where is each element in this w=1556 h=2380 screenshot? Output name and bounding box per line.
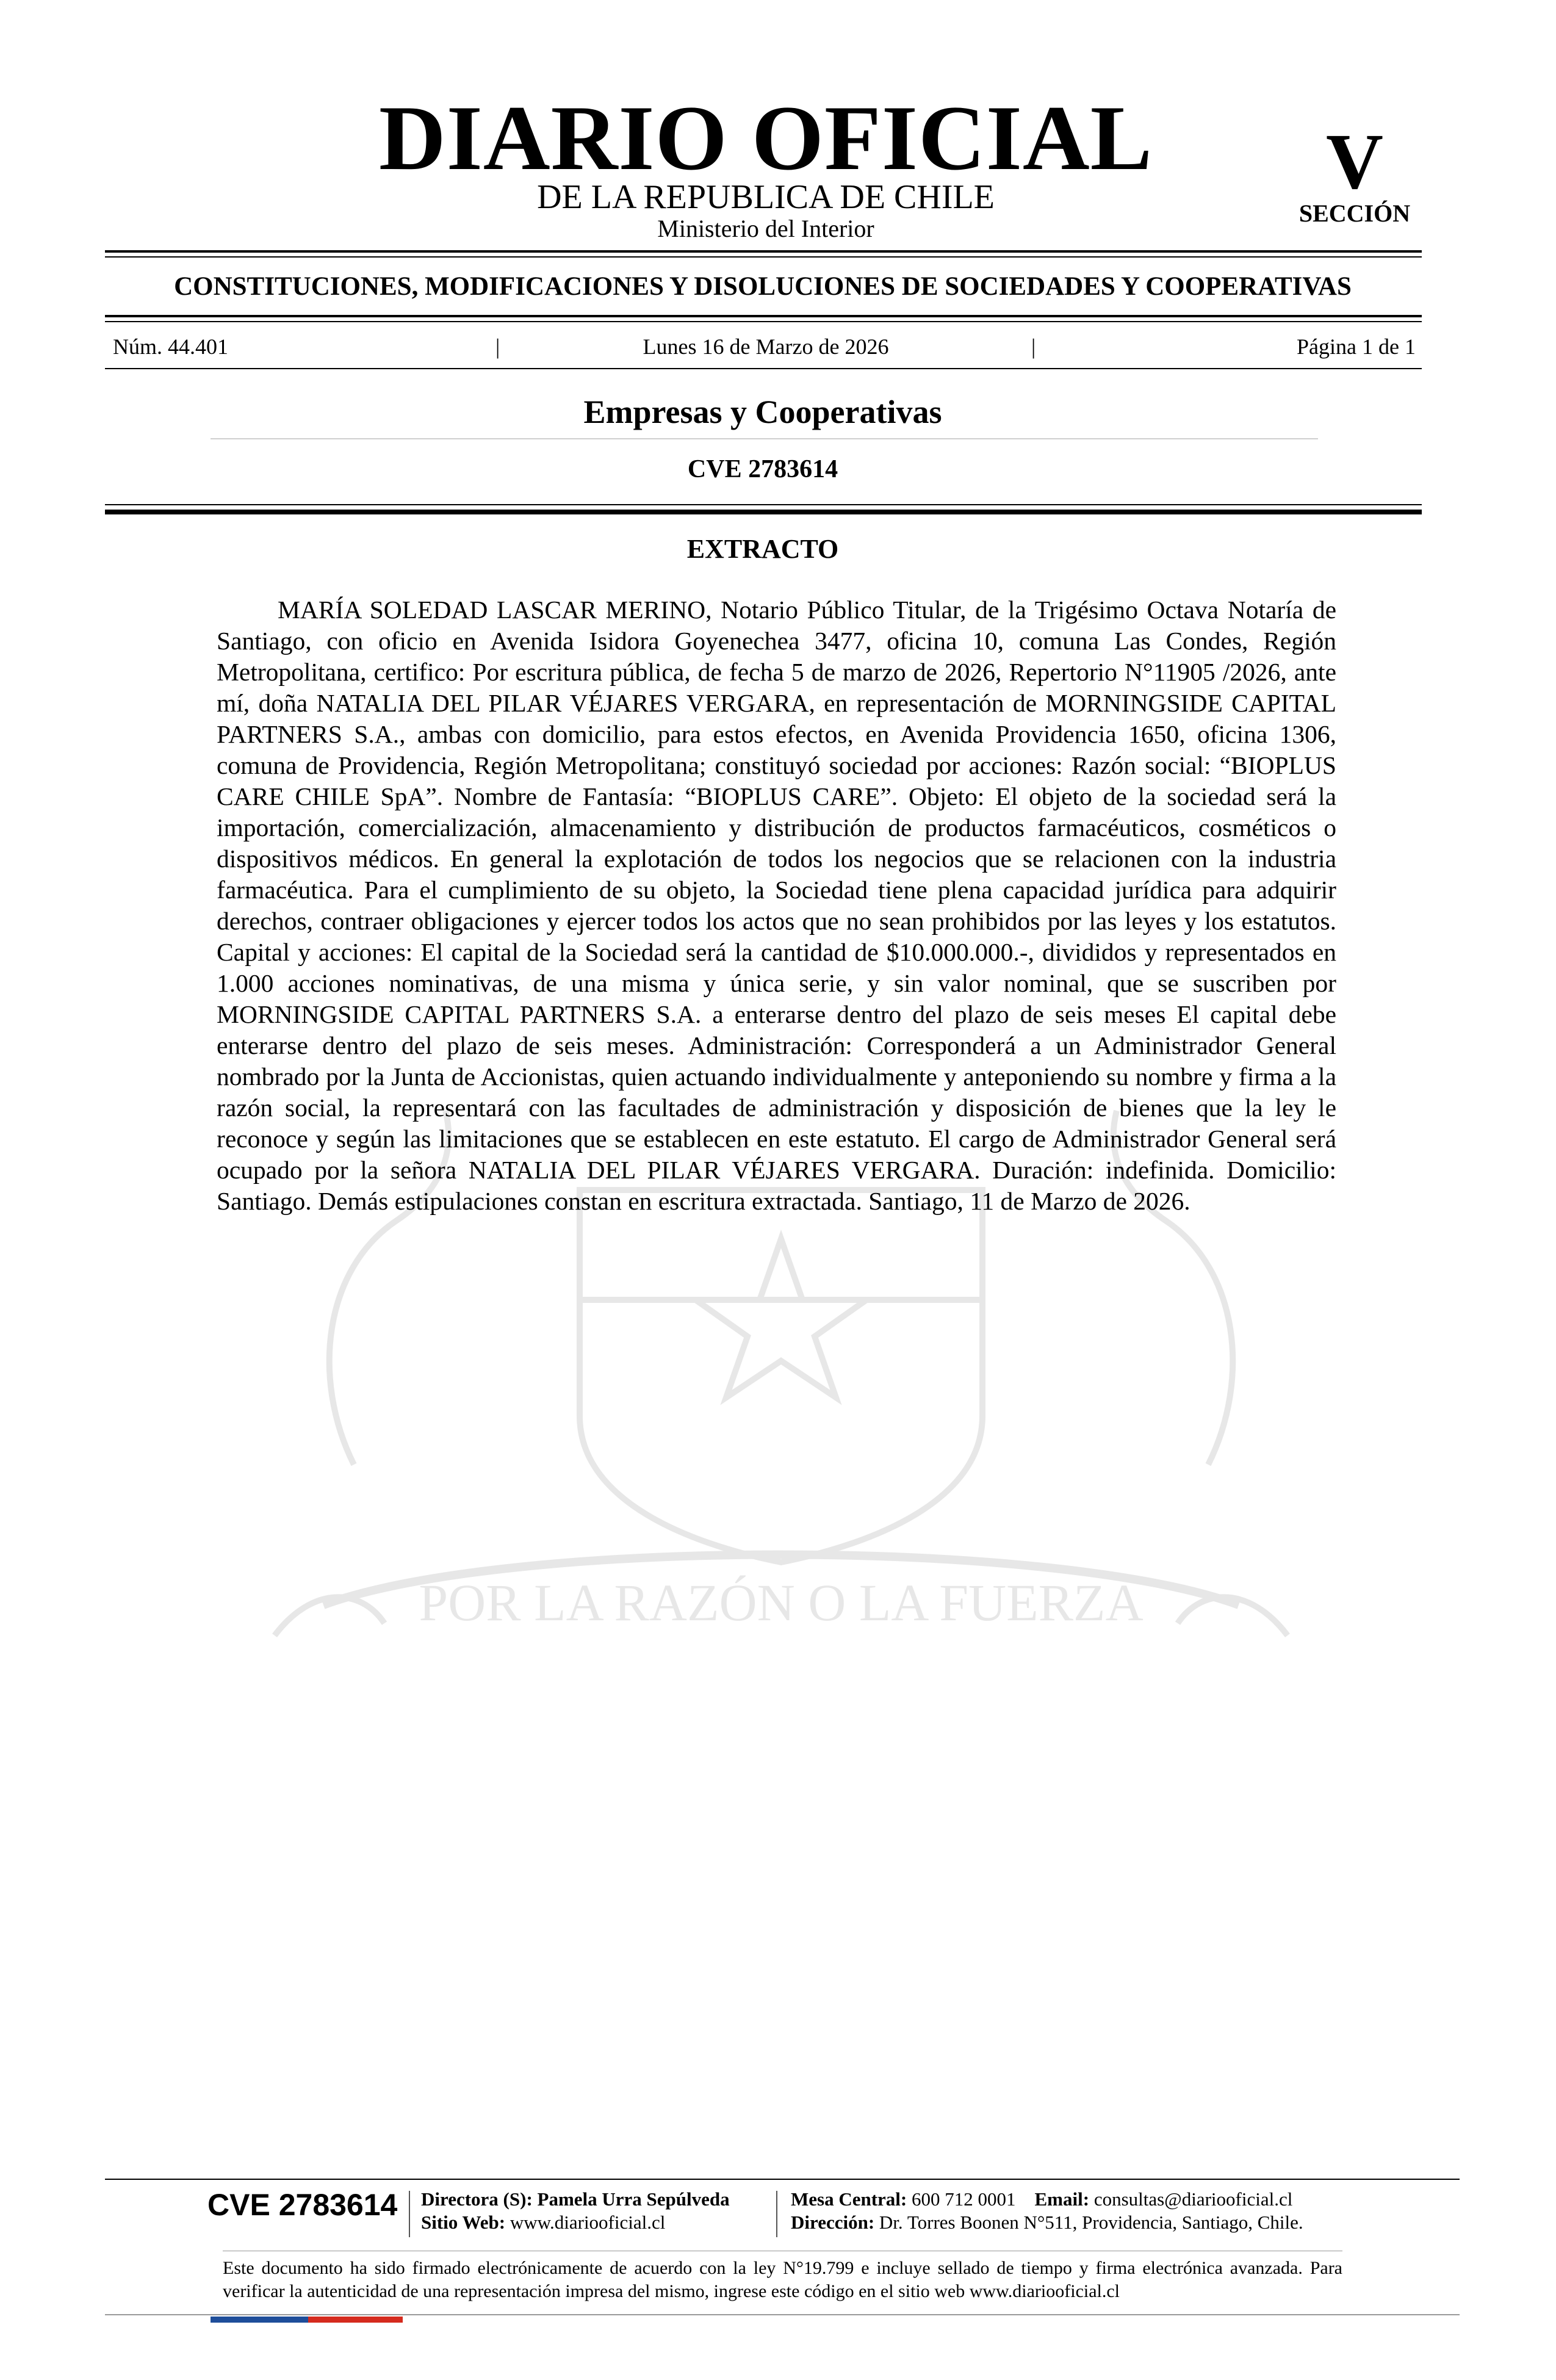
footer-director [421,2188,763,2211]
section-letter: V [1326,118,1383,206]
masthead-title: DIARIO OFICIAL [378,87,1153,189]
website-link[interactable]: www.diariooficial.cl [510,2212,666,2233]
page-indicator: Página 1 de 1 [1297,334,1416,359]
meta-separator: | [1031,334,1036,359]
issue-number: Núm. 44.401 [113,334,228,359]
section-heading: Empresas y Cooperativas [583,394,942,430]
rule-mid-2 [105,321,1422,322]
rule-top-2 [105,256,1422,258]
footer-address [791,2211,1407,2234]
flag-stripe-blue [211,2317,308,2323]
masthead-subtitle: DE LA REPUBLICA DE CHILE [537,178,995,216]
footer-column-right [791,2188,1407,2234]
issue-date: Lunes 16 de Marzo de 2026 [643,334,889,359]
mesa-label: Mesa Central: [791,2188,907,2210]
rule-meta [105,368,1422,369]
director-label: Directora (S): [421,2188,533,2210]
heading-underline [211,438,1318,439]
email-link[interactable]: consultas@diariooficial.cl [1093,2188,1293,2210]
footer-cve-code: CVE 2783614 [207,2188,398,2222]
section-word: SECCIÓN [1298,200,1411,227]
rule-cve-1 [105,504,1422,505]
flag-stripe-red [308,2317,403,2323]
footer-divider [776,2191,777,2237]
document-title: EXTRACTO [686,534,839,564]
address-label: Dirección: [791,2212,875,2233]
watermark-motto: POR LA RAZÓN O LA FUERZA [419,1573,1144,1632]
masthead-ministry: Ministerio del Interior [657,215,874,242]
document-body: MARÍA SOLEDAD LASCAR MERINO, Notario Público Titular, de la Trigésimo Octava Notaría de Santiago, con oficio en Avenida Isidora Goyenechea 3477, oficina 10, comuna Las Condes, Región Metropolitana, certifico: Por escritura pública, de fecha 5 de marzo de 2026, Repertorio N°11905 /2026, ante mí, doña NATALIA DEL PILAR VÉJARES VERGARA, en representación de MORNINGSIDE CAPITAL PARTNERS S.A., ambas con domicilio, para estos efectos, en Avenida Providencia 1650, oficina 1306, comuna de Providencia, Región Metropolitana; constituyó sociedad por acciones: Razón social: “BIOPLUS CARE CHILE SpA”. Nombre de Fantasía: “BIOPLUS CARE”. Objeto: El objeto de la sociedad será la importación, comercialización, almacenamiento y distribución de productos farmacéuticos, cosméticos o dispositivos médicos. En general la explotación de todos los negocios que se relacionen con la industria farmacéutica. Para el cumplimiento de su objeto, la Sociedad tiene plena capacidad jurídica para adquirir derechos, contraer obligaciones y ejercer todos los actos que no sean prohibidos por las leyes y los estatutos. Capital y acciones: El capital de la Sociedad será la cantidad de $10.000.000.-, divididos y representados en 1.000 acciones nominativas, de una misma y única serie, y sin valor nominal, que se suscriben por MORNINGSIDE CAPITAL PARTNERS S.A. a enterarse dentro del plazo de seis meses El capital debe enterarse dentro del plazo de seis meses. Administración: Corresponderá a un Administrador General nombrado por la Junta de Accionistas, quien actuando individualmente y anteponiendo su nombre y firma a la razón social, la representará con las facultades de administración y disposición de bienes que la ley le reconoce y según las limitaciones que se establecen en este estatuto. El cargo de Administrador General será ocupado por la señora NATALIA DEL PILAR VÉJARES VERGARA. Duración: indefinida. Domicilio: Santiago. Demás estipulaciones constan en escritura extractada. Santiago, 11 de Marzo de 2026. [217,596,1336,1215]
footer-note: Este documento ha sido firmado electrónicamente de acuerdo con la ley N°19.799 e incluye sellado de tiempo y firma electrónica avanzada. Para verificar la autenticidad de una representación impresa del mismo, ingrese este código en el sitio web www.diariooficial.cl [223,2258,1342,2301]
mesa-value: 600 712 0001 [912,2188,1016,2210]
footer-website [421,2211,763,2234]
director-name: Pamela Urra Sepúlveda [537,2188,730,2210]
footer-column-left [421,2188,763,2234]
footer-contact [791,2188,1407,2211]
footer-divider [409,2191,410,2237]
rule-cve-2 [105,510,1422,514]
rule-top-1 [105,250,1422,253]
footer-rule-top [105,2179,1460,2180]
website-label: Sitio Web: [421,2212,506,2233]
section-category: CONSTITUCIONES, MODIFICACIONES Y DISOLUCIONES DE SOCIEDADES Y COOPERATIVAS [174,272,1352,301]
address-value: Dr. Torres Boonen N°511, Providencia, Santiago, Chile. [879,2212,1303,2233]
rule-mid-1 [105,315,1422,317]
footer-rule-bottom [105,2314,1460,2315]
cve-code: CVE 2783614 [687,455,838,483]
meta-separator: | [495,334,500,359]
email-label: Email: [1034,2188,1090,2210]
